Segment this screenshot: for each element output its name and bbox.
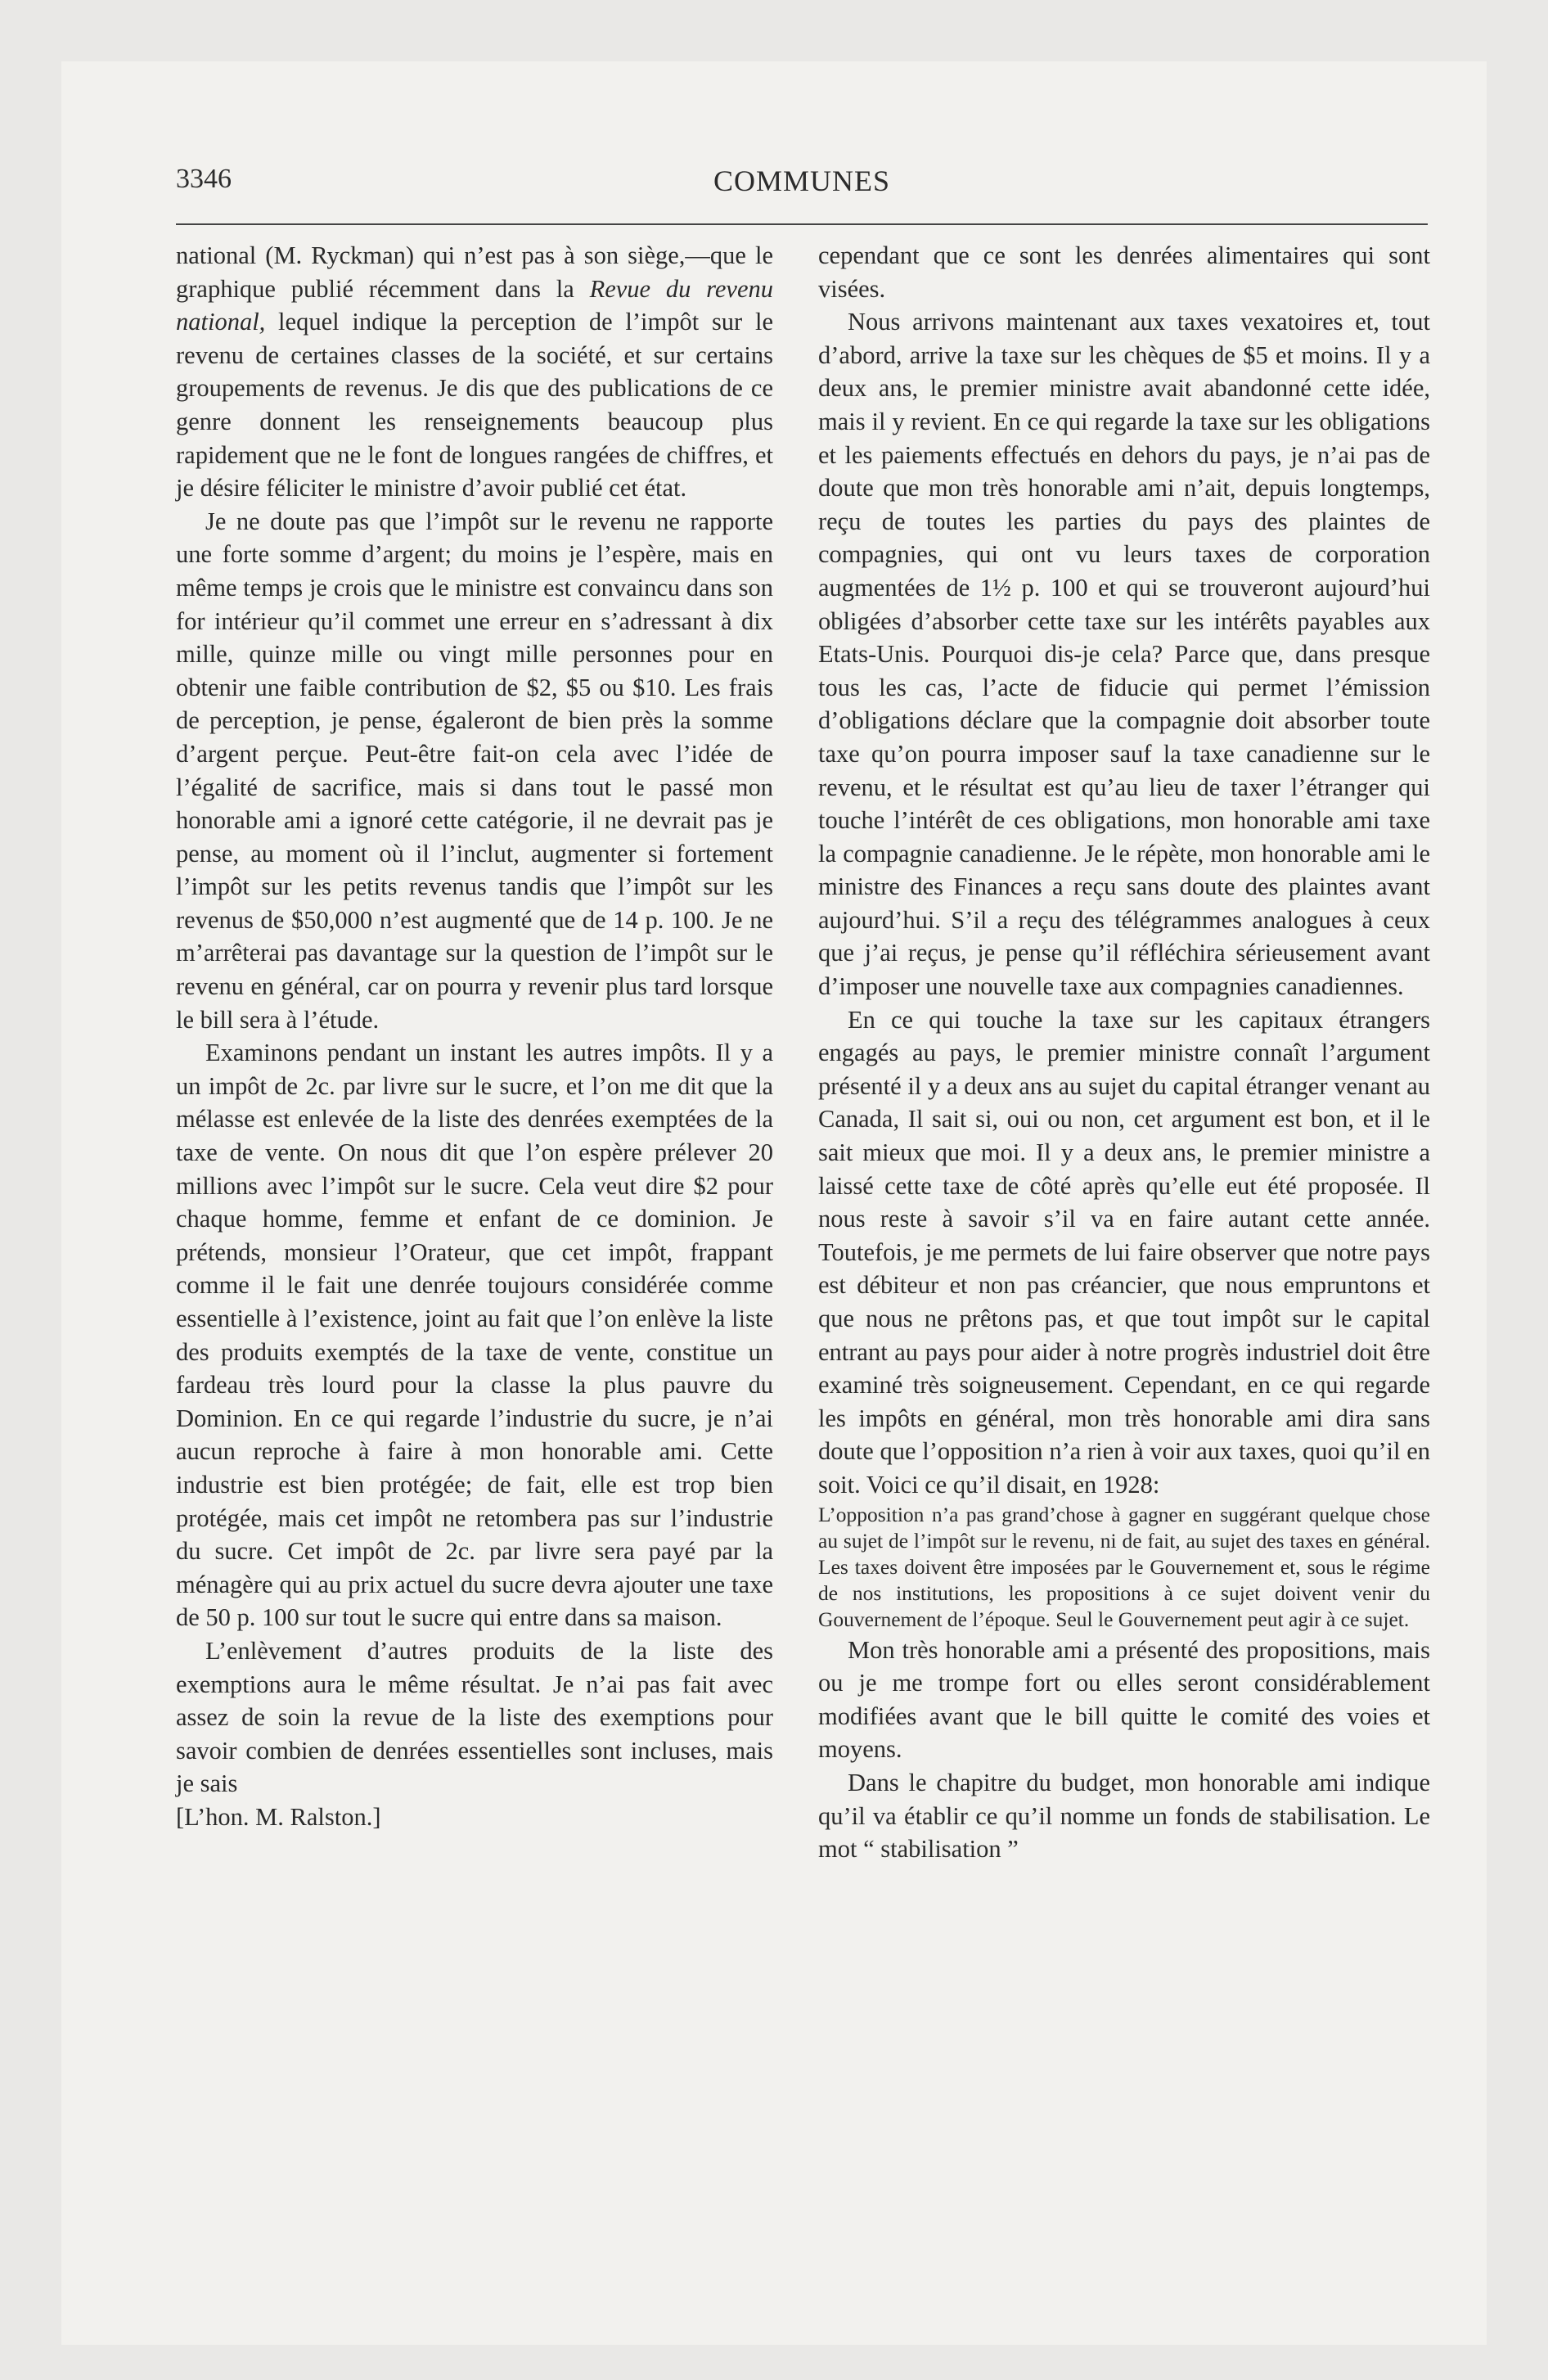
left-paragraph-1 — [176, 239, 773, 505]
right-paragraph-2: Nous arrivons maintenant aux taxes vexatoires et, tout d’abord, arrive la taxe sur les chèques de $5 et moins. Il y a deux ans, le premier ministre avait abandonné cette idée, mais il y revient. En ce qui regarde la taxe sur les obligations et les paiements effectués en dehors du pays, je n’ai pas de doute que mon très honorable ami n’ait, depuis longtemps, reçu de toutes les parties du pays des plaintes de compagnies, qui ont vu leurs taxes de corporation augmentées de 1½ p. 100 et qui se trouveront aujourd’hui obligées d’absorber cette taxe sur les intérêts payables aux Etats-Unis. Pourquoi dis-je cela? Parce que, dans presque tous les cas, l’acte de fiducie qui permet l’émission d’obligations déclare que la compagnie doit absorber toute taxe qu’on pourra imposer sauf la taxe canadienne sur le revenu, et le résultat est qu’au lieu de taxer l’étranger qui touche l’intérêt de ces obligations, mon honorable ami taxe la compagnie canadienne. Je le répète, mon honorable ami le ministre des Finances a reçu sans doute des plaintes avant aujourd’hui. S’il a reçu des télégrammes analogues à ceux que j’ai reçus, je pense qu’il réfléchira sérieusement avant d’imposer une nouvelle taxe aux compagnies canadiennes. — [818, 308, 1430, 1001]
right-paragraph-1: cependant que ce sont les denrées alimentaires qui sont visées. — [818, 241, 1430, 303]
left-column — [176, 239, 773, 1834]
block-quote: L’opposition n’a pas grand’chose à gagner en suggérant quelque chose au sujet de l’impôt sur le revenu, ni de fait, au sujet des taxes en général. Les taxes doivent être imposées par le Gouvernement et, sous le régime de nos institutions, les propositions à ce sujet doivent venir du Gouvernement de l’époque. Seul le Gouvernement peut agir à ce sujet. — [818, 1502, 1430, 1632]
left-paragraph-1-text: national (M. Ryckman) qui n’est pas à son siège,—que le graphique publié récemment dans la — [176, 241, 773, 303]
right-column — [818, 239, 1430, 1866]
page-header — [176, 164, 1428, 213]
left-paragraph-1-rest: lequel indique la perception de l’impôt sur le revenu de certaines classes de la société, et sur certains groupements de revenus. Je dis que des publications de ce genre donnent les renseignements beaucoup plus rapidement que ne le font de longues rangées de chiffres, et je désire féliciter le ministre d’avoir publié cet état. — [176, 308, 773, 503]
left-paragraph-2: Je ne doute pas que l’impôt sur le revenu ne rapporte une forte somme d’argent; du moins je l’espère, mais en même temps je crois que le ministre est convaincu dans son for intérieur qu’il commet une erreur en s’adressant à dix mille, quinze mille ou vingt mille personnes pour en obtenir une faible contribution de $2, $5 ou $10. Les frais de perception, je pense, égaleront de bien près la somme d’argent perçue. Peut-être fait-on cela avec l’idée de l’égalité de sacrifice, mais si dans tout le passé mon honorable ami a ignoré cette catégorie, il ne devrait pas je pense, au moment où il l’inclut, augmenter si fortement l’impôt sur les petits revenus tandis que l’impôt sur les revenus de $50,000 n’est augmenté que de 14 p. 100. Je ne m’arrêterai pas davantage sur la question de l’impôt sur le revenu en général, car on pourra y revenir plus tard lorsque le bill sera à l’étude. — [176, 507, 773, 1034]
left-paragraph-3: Examinons pendant un instant les autres impôts. Il y a un impôt de 2c. par livre sur le sucre, et l’on me dit que la mélasse est enlevée de la liste des denrées exemptées de la taxe de vente. On nous dit que l’on espère prélever 20 millions avec l’impôt sur le sucre. Cela veut dire $2 pour chaque homme, femme et enfant de ce dominion. Je prétends, monsieur l’Orateur, que cet impôt, frappant comme il le fait une denrée toujours considérée comme essentielle à l’existence, joint au fait que l’on enlève la liste des produits exemptés de la taxe de vente, constitue un fardeau très lourd pour la classe la plus pauvre du Dominion. En ce qui regarde l’industrie du sucre, je n’ai aucun reproche à faire à mon honorable ami. Cette industrie est bien protégée; de fait, elle est trop bien protégée, mais cet impôt ne retombera pas sur l’industrie du sucre. Cet impôt de 2c. par livre sera payé par la ménagère qui au prix actuel du sucre devra ajouter une taxe de 50 p. 100 sur tout le sucre qui entre dans sa maison. — [176, 1039, 773, 1632]
right-paragraph-4: Mon très honorable ami a présenté des propositions, mais ou je me trompe fort ou elles seront considérablement modifiées avant que le bill quitte le comité des voies et moyens. — [818, 1635, 1430, 1764]
speaker-attribution: [L’hon. M. Ralston.] — [176, 1802, 381, 1831]
running-head: COMMUNES — [713, 165, 891, 197]
header-rule — [176, 223, 1428, 225]
right-paragraph-5: Dans le chapitre du budget, mon honorable ami indique qu’il va établir ce qu’il nomme un fonds de stabilisation. Le mot “ stabilisation ” — [818, 1768, 1430, 1864]
publication-title: Revue du revenu national, — [176, 274, 773, 336]
left-paragraph-4: L’enlèvement d’autres produits de la liste des exemptions aura le même résultat. Je n’ai pas fait avec assez de soin la revue de la liste des exemptions pour savoir combien de denrées essentielles sont incluses, mais je sais — [176, 1636, 773, 1798]
right-paragraph-3: En ce qui touche la taxe sur les capitaux étrangers engagés au pays, le premier ministre connaît l’argument présenté il y a deux ans au sujet du capital étranger venant au Canada, Il sait si, oui ou non, cet argument est bon, et il le sait mieux que moi. Il y a deux ans, le premier ministre a laissé cette taxe de côté après qu’elle eut été proposée. Il nous reste à savoir s’il va en faire autant cette année. Toutefois, je me permets de lui faire observer que notre pays est débiteur et non pas créancier, que nous empruntons et que nous ne prêtons pas, et que tout impôt sur le capital entrant au pays pour aider à notre progrès industriel doit être examiné très soigneusement. Cependant, en ce qui regarde les impôts en général, mon très honorable ami dira sans doute que l’opposition n’a rien à voir aux taxes, quoi qu’il en soit. Voici ce qu’il disait, en 1928: — [818, 1005, 1430, 1499]
page-number: 3346 — [176, 164, 232, 194]
